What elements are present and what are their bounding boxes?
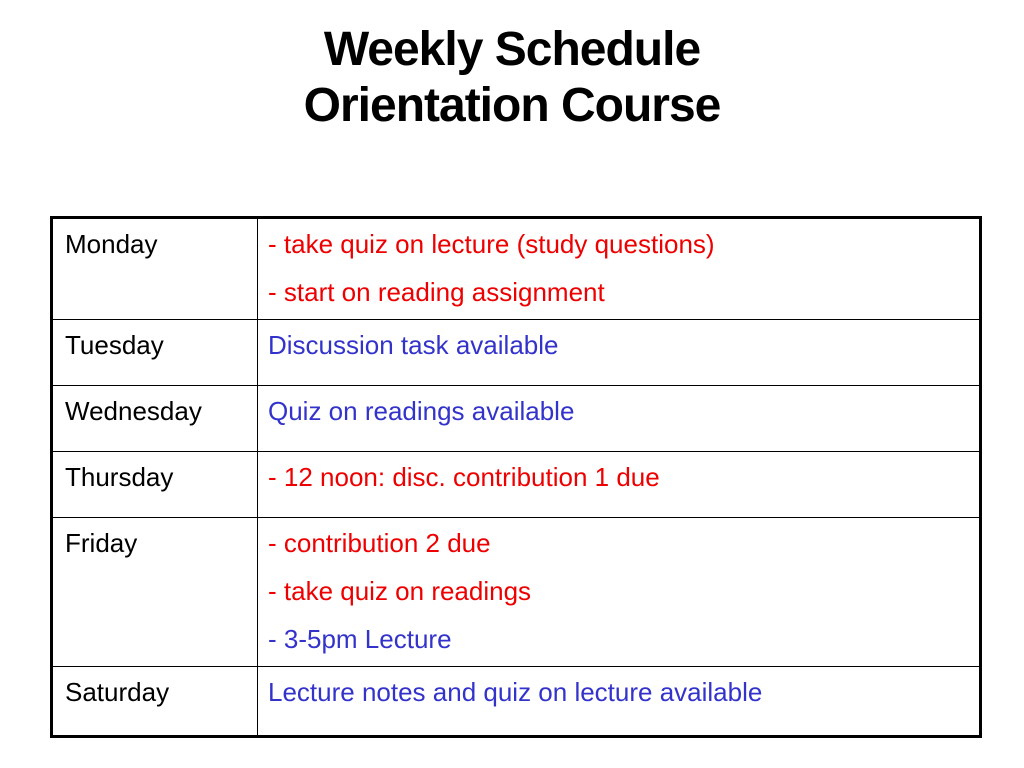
day-cell [52, 386, 258, 452]
day-cell [52, 518, 258, 667]
schedule-row-tuesday [52, 320, 981, 386]
tasks-cell [258, 386, 981, 452]
weekly-schedule-table [50, 216, 982, 738]
schedule-row-friday [52, 518, 981, 667]
day-cell [52, 667, 258, 737]
day-cell [52, 218, 258, 320]
day-label-saturday: Saturday [65, 677, 170, 707]
schedule-row-wednesday [52, 386, 981, 452]
day-cell [52, 452, 258, 518]
task-item: Discussion task available [268, 330, 559, 360]
schedule-row-thursday [52, 452, 981, 518]
task-item: - start on reading assignment [268, 277, 605, 307]
schedule-row-monday [52, 218, 981, 320]
task-item: Quiz on readings available [268, 396, 575, 426]
task-item: - take quiz on lecture (study questions) [268, 229, 715, 259]
day-label-thursday: Thursday [65, 462, 174, 492]
tasks-cell [258, 320, 981, 386]
task-item: - 12 noon: disc. contribution 1 due [268, 462, 660, 492]
task-item: Lecture notes and quiz on lecture available [268, 677, 763, 707]
task-item: - take quiz on readings [268, 576, 532, 606]
title-line-1: Weekly Schedule [323, 23, 701, 76]
tasks-cell [258, 518, 981, 667]
schedule-row-saturday [52, 667, 981, 737]
day-label-wednesday: Wednesday [65, 396, 202, 426]
tasks-cell [258, 667, 981, 737]
day-label-tuesday: Tuesday [65, 330, 164, 360]
task-item: - 3-5pm Lecture [268, 624, 452, 654]
title-line-2: Orientation Course [303, 79, 721, 132]
tasks-cell [258, 218, 981, 320]
day-cell [52, 320, 258, 386]
tasks-cell [258, 452, 981, 518]
day-label-friday: Friday [65, 528, 138, 558]
day-label-monday: Monday [65, 229, 158, 259]
task-item: - contribution 2 due [268, 528, 491, 558]
page-title [0, 22, 1024, 134]
